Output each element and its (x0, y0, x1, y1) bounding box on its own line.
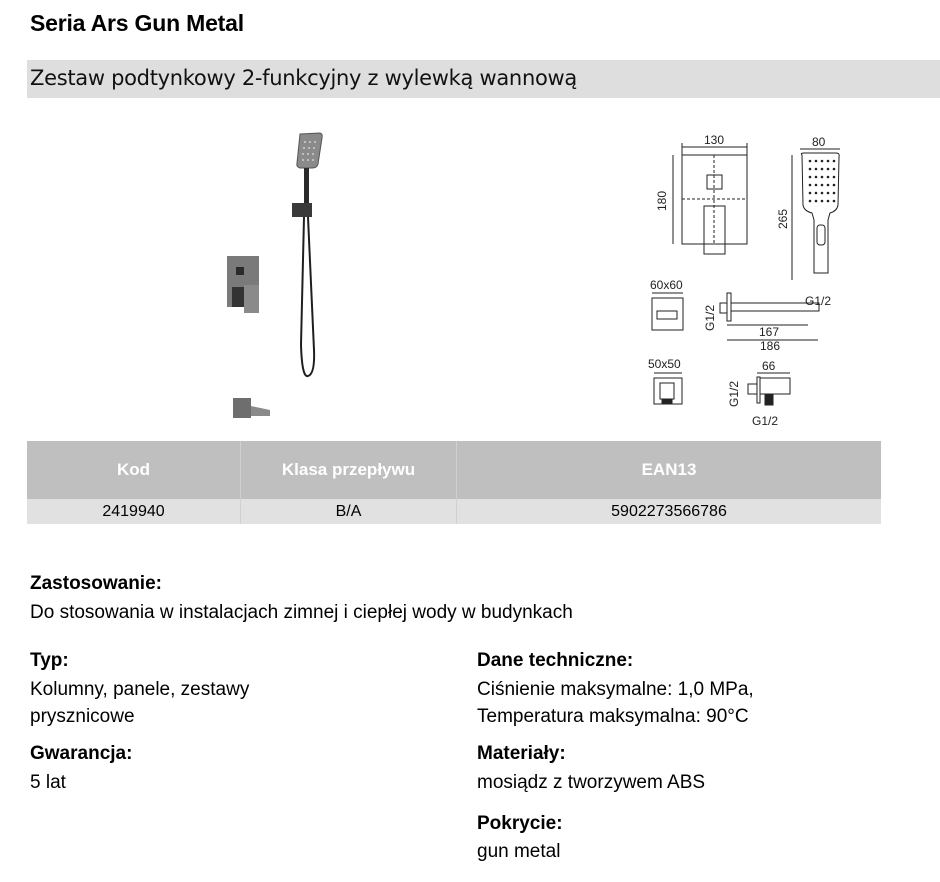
mixer-drawing (655, 133, 747, 254)
rosette-50-drawing (648, 357, 682, 404)
svg-text:80: 80 (812, 135, 826, 149)
spout-drawing (703, 293, 819, 353)
zastosowanie-value: Do stosowania w instalacjach zimnej i ciepłej wody w budynkach (30, 602, 573, 623)
svg-text:60x60: 60x60 (650, 278, 683, 292)
cell-klasa: B/A (241, 499, 457, 524)
svg-text:265: 265 (776, 208, 790, 229)
cell-ean: 5902273566786 (457, 499, 882, 524)
product-table (27, 441, 881, 524)
shower-set-photo (200, 120, 360, 430)
svg-text:G1/2: G1/2 (727, 380, 741, 407)
table-header-row (27, 441, 881, 499)
svg-text:130: 130 (704, 133, 725, 147)
svg-text:180: 180 (655, 190, 669, 211)
pokrycie-value: gun metal (477, 841, 561, 862)
svg-text:G1/2: G1/2 (703, 304, 717, 331)
page-title: Seria Ars Gun Metal (30, 10, 244, 36)
spout-icon (233, 398, 270, 418)
materialy-value: mosiądz z tworzywem ABS (477, 772, 706, 793)
svg-text:50x50: 50x50 (648, 357, 681, 371)
typ-value-line2: prysznicowe (30, 706, 135, 727)
materialy-label: Materiały: (477, 743, 566, 764)
dane-techniczne-label: Dane techniczne: (477, 650, 634, 671)
typ-value-line1: Kolumny, panele, zestawy (30, 679, 250, 700)
svg-text:186: 186 (760, 339, 781, 353)
handshower-icon (297, 133, 322, 208)
cell-kod: 2419940 (27, 499, 241, 524)
dane-techniczne-line1: Ciśnienie maksymalne: 1,0 MPa, (477, 679, 754, 700)
pokrycie-label: Pokrycie: (477, 813, 563, 834)
mixer-icon (227, 256, 259, 313)
column-header-klasa: Klasa przepływu (241, 441, 457, 499)
technical-dimensions-drawing (640, 125, 840, 435)
column-header-kod: Kod (27, 441, 241, 499)
hose-icon (301, 217, 314, 376)
dane-techniczne-line2: Temperatura maksymalna: 90°C (477, 706, 749, 727)
typ-label: Typ: (30, 650, 69, 671)
elbow-drawing (727, 359, 790, 428)
product-subtitle: Zestaw podtynkowy 2-funkcyjny z wylewką wannową (30, 66, 577, 90)
zastosowanie-label: Zastosowanie: (30, 573, 162, 594)
svg-text:167: 167 (759, 325, 780, 339)
table-row (27, 499, 881, 524)
handshower-drawing (776, 135, 840, 308)
svg-text:G1/2: G1/2 (805, 294, 832, 308)
wall-holder-icon (292, 203, 312, 217)
column-header-ean: EAN13 (457, 441, 882, 499)
svg-text:G1/2: G1/2 (752, 414, 779, 428)
svg-text:66: 66 (762, 359, 776, 373)
gwarancja-value: 5 lat (30, 772, 66, 793)
rosette-60-drawing (650, 278, 683, 330)
gwarancja-label: Gwarancja: (30, 743, 133, 764)
